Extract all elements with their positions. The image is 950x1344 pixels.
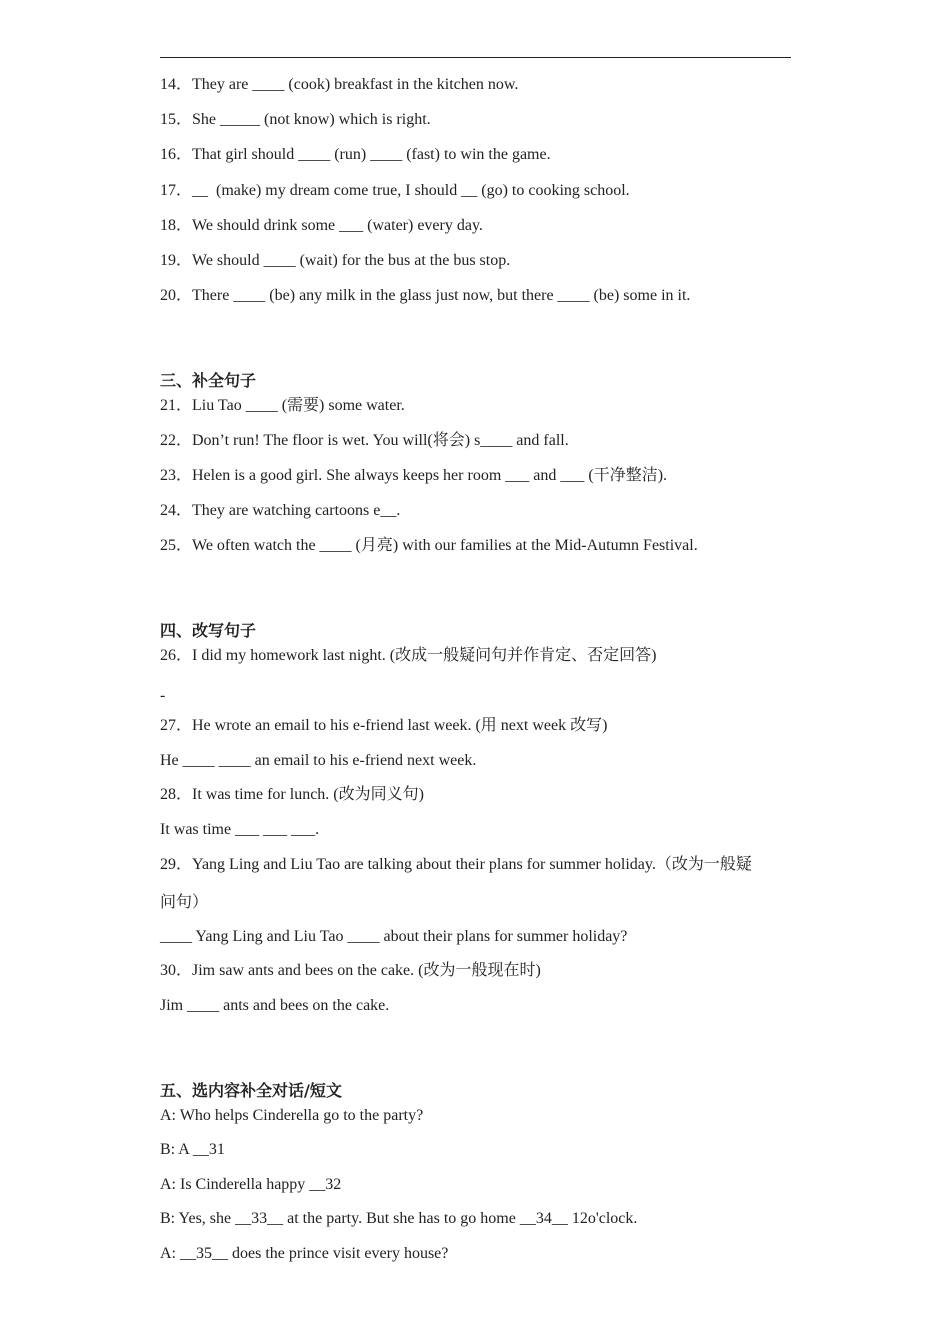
question-29-continued: 问句） [160,894,209,911]
dialogue-line-1: A: Who helps Cinderella go to the party? [160,1107,424,1124]
dialogue-line-4: B: Yes, she __33__ at the party. But she has to go home __34__ 12o'clock. [160,1210,638,1227]
question-21: 21．Liu Tao ____ (需要) some water. [160,397,405,414]
question-18: 18．We should drink some ___ (water) every day. [160,217,483,234]
answer-line-26: - [160,687,166,704]
question-15: 15．She _____ (not know) which is right. [160,111,431,128]
question-23: 23．Helen is a good girl. She always keeps her room ___ and ___ (干净整洁). [160,467,668,484]
answer-line-30: Jim ____ ants and bees on the cake. [160,997,390,1014]
question-25: 25．We often watch the ____ (月亮) with our families at the Mid-Autumn Festival. [160,537,698,554]
question-14: 14．They are ____ (cook) breakfast in the kitchen now. [160,76,519,93]
header-rule [160,57,791,58]
answer-line-29: ____ Yang Ling and Liu Tao ____ about their plans for summer holiday? [160,928,628,945]
section-3-heading: 三、补全句子 [160,371,257,390]
question-28: 28．It was time for lunch. (改为同义句) [160,786,424,803]
question-24: 24．They are watching cartoons e__. [160,502,401,519]
question-17: 17．__ (make) my dream come true, I should __ (go) to cooking school. [160,182,630,199]
dialogue-line-5: A: __35__ does the prince visit every house? [160,1245,449,1262]
question-20: 20．There ____ (be) any milk in the glass just now, but there ____ (be) some in it. [160,287,691,304]
answer-line-27: He ____ ____ an email to his e-friend next week. [160,752,477,769]
question-30: 30．Jim saw ants and bees on the cake. (改为一般现在时) [160,962,541,979]
answer-line-28: It was time ___ ___ ___. [160,821,320,838]
question-19: 19．We should ____ (wait) for the bus at the bus stop. [160,252,511,269]
question-16: 16．That girl should ____ (run) ____ (fast) to win the game. [160,146,551,163]
question-22: 22．Don’t run! The floor is wet. You will(将会) s____ and fall. [160,432,569,449]
question-29: 29．Yang Ling and Liu Tao are talking about their plans for summer holiday.（改为一般疑 [160,856,752,873]
section-4-heading: 四、改写句子 [160,621,257,640]
dialogue-line-3: A: Is Cinderella happy __32 [160,1176,342,1193]
question-27: 27．He wrote an email to his e-friend last week. (用 next week 改写) [160,717,608,734]
question-26: 26．I did my homework last night. (改成一般疑问句并作肯定、否定回答) [160,647,657,664]
dialogue-line-2: B: A __31 [160,1141,225,1158]
section-5-heading: 五、选内容补全对话/短文 [160,1081,342,1100]
